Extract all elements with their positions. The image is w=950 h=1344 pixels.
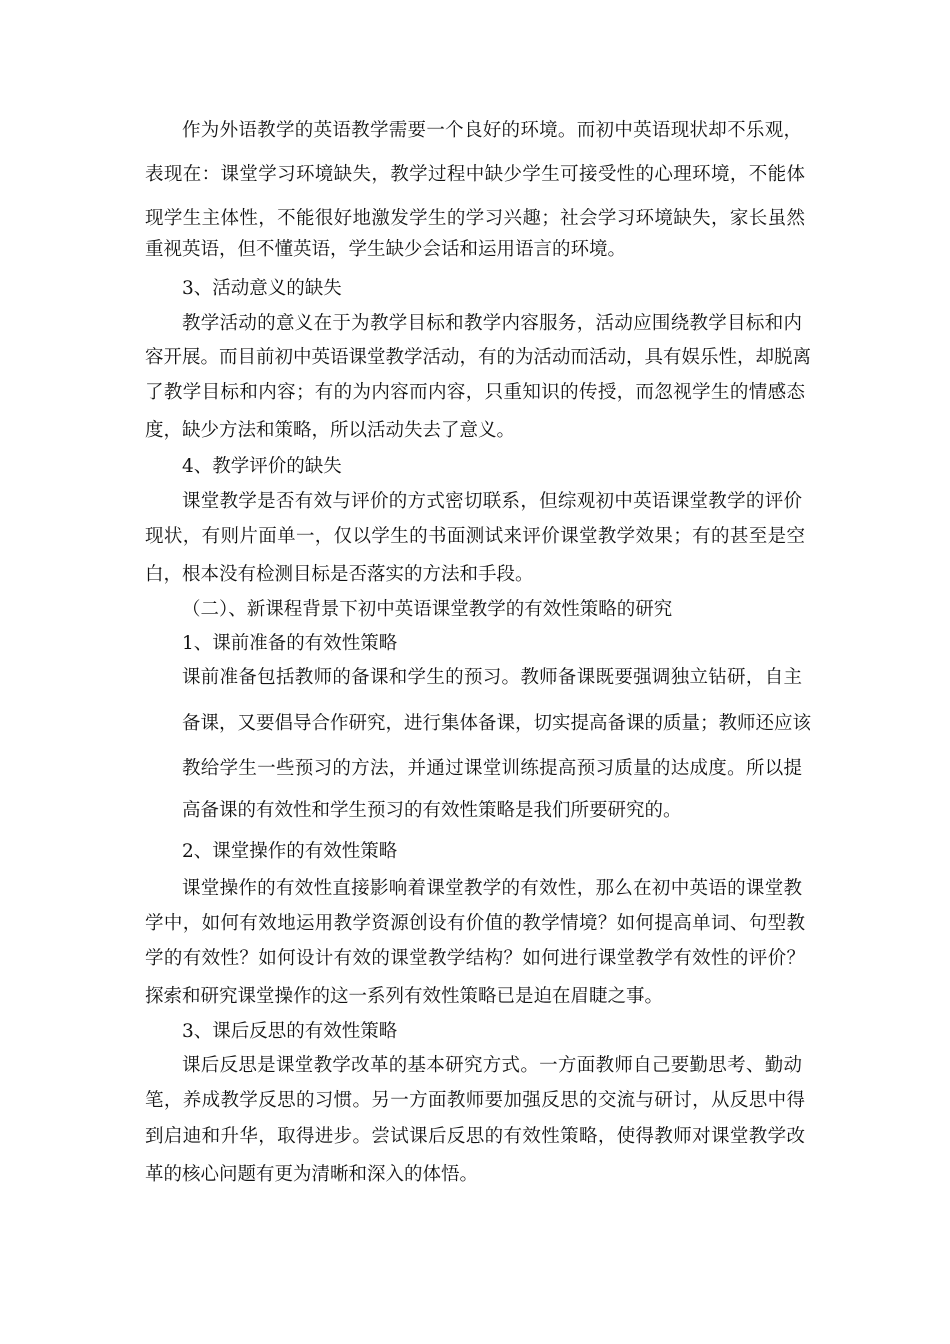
paragraph-line: 笔，养成教学反思的习惯。另一方面教师要加强反思的交流与研讨，从反思中得 [145, 1090, 805, 1111]
section-heading: 1、课前准备的有效性策略 [182, 633, 398, 654]
section-heading: （二）、新课程背景下初中英语课堂教学的有效性策略的研究 [182, 599, 673, 620]
paragraph-line: 教给学生一些预习的方法，并通过课堂训练提高预习质量的达成度。所以提 [182, 758, 802, 779]
paragraph-line: 学中，如何有效地运用教学资源创设有价值的教学情境？如何提高单词、句型教 [145, 913, 805, 934]
paragraph-line: 革的核心问题有更为清晰和深入的体悟。 [145, 1164, 479, 1185]
paragraph-line: 课前准备包括教师的备课和学生的预习。教师备课既要强调独立钻研，自主 [182, 667, 802, 688]
section-heading: 4、教学评价的缺失 [182, 456, 342, 477]
paragraph-line: 课后反思是课堂教学改革的基本研究方式。一方面教师自己要勤思考、勤动 [182, 1055, 802, 1076]
paragraph-line: 课堂教学是否有效与评价的方式密切联系，但综观初中英语课堂教学的评价 [182, 491, 802, 512]
paragraph-line: 度，缺少方法和策略，所以活动失去了意义。 [145, 420, 516, 441]
paragraph-line: 了教学目标和内容；有的为内容而内容，只重知识的传授，而忽视学生的情感态 [145, 382, 805, 403]
paragraph-line: 教学活动的意义在于为教学目标和教学内容服务，活动应围绕教学目标和内 [182, 313, 802, 334]
section-heading: 3、课后反思的有效性策略 [182, 1021, 398, 1042]
paragraph-line: 备课，又要倡导合作研究，进行集体备课，切实提高备课的质量；教师还应该 [182, 713, 812, 734]
paragraph-line: 课堂操作的有效性直接影响着课堂教学的有效性，那么在初中英语的课堂教 [182, 878, 802, 899]
paragraph-line: 现状，有则片面单一，仅以学生的书面测试来评价课堂教学效果；有的甚至是空 [145, 526, 805, 547]
paragraph-line: 探索和研究课堂操作的这一系列有效性策略已是迫在眉睫之事。 [145, 986, 664, 1007]
paragraph-line: 容开展。而目前初中英语课堂教学活动，有的为活动而活动，具有娱乐性，却脱离 [145, 347, 812, 368]
paragraph-line: 到启迪和升华，取得进步。尝试课后反思的有效性策略，使得教师对课堂教学改 [145, 1126, 805, 1147]
paragraph-line: 高备课的有效性和学生预习的有效性策略是我们所要研究的。 [182, 800, 682, 821]
paragraph-line: 作为外语教学的英语教学需要一个良好的环境。而初中英语现状却不乐观， [182, 120, 802, 141]
paragraph-line: 现学生主体性，不能很好地激发学生的学习兴趣；社会学习环境缺失，家长虽然 [145, 208, 805, 229]
section-heading: 2、课堂操作的有效性策略 [182, 841, 398, 862]
paragraph-line: 白，根本没有检测目标是否落实的方法和手段。 [145, 564, 534, 585]
paragraph-line: 表现在：课堂学习环境缺失，教学过程中缺少学生可接受性的心理环境，不能体 [145, 164, 805, 185]
paragraph-line: 学的有效性？如何设计有效的课堂教学结构？如何进行课堂教学有效性的评价？ [145, 948, 805, 969]
paragraph-line: 重视英语，但不懂英语，学生缺少会话和运用语言的环境。 [145, 239, 627, 260]
section-heading: 3、活动意义的缺失 [182, 278, 342, 299]
